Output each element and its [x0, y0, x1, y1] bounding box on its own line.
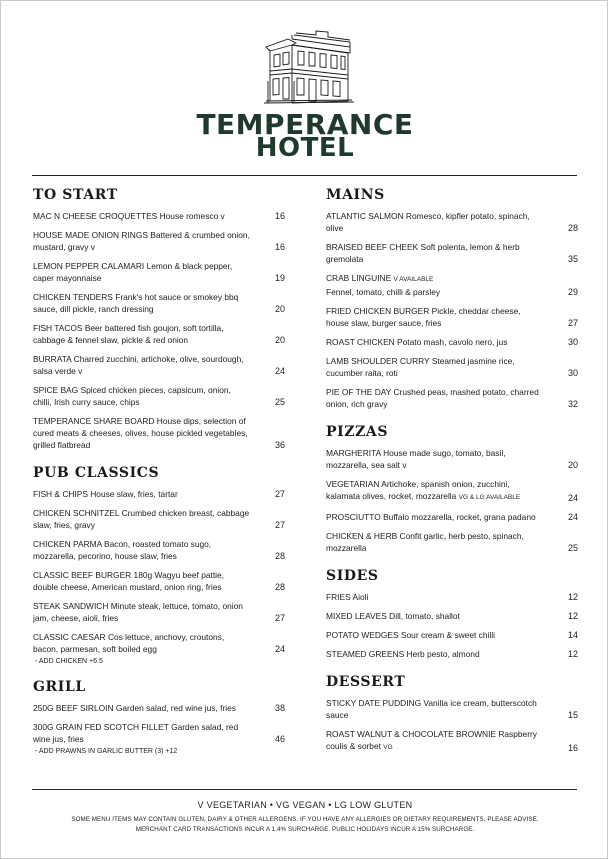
left-menu-column — [33, 187, 285, 769]
menu-section — [326, 568, 578, 660]
item-price: 30 — [567, 368, 578, 378]
section-title: SIDES — [326, 568, 379, 584]
item-name: ATLANTIC SALMON — [326, 211, 404, 221]
menu-item — [326, 355, 578, 379]
item-description: Herb pesto, almond — [406, 649, 480, 659]
item-description: Bacon, roasted tomato sugo, mozzarella, pecorino, house slaw, fries — [33, 539, 212, 561]
menu-item — [326, 697, 578, 721]
item-description: 180g Wagyu beef pattie, double cheese, American mustard, onion ring, fries — [33, 570, 225, 592]
menu-item — [326, 530, 578, 554]
item-description: Crushed peas, mashed potato, charred onion, rich gravy — [326, 387, 539, 409]
item-price: 32 — [567, 399, 578, 409]
top-divider — [32, 175, 577, 176]
menu-item — [326, 272, 578, 298]
item-price: 25 — [567, 543, 578, 553]
menu-item — [326, 591, 578, 603]
menu-item — [33, 488, 285, 500]
menu-item — [326, 305, 578, 329]
item-name: FISH & CHIPS — [33, 489, 88, 499]
menu-item — [326, 629, 578, 641]
item-price: 38 — [274, 703, 285, 713]
item-description: House dips, selection of cured meats & cheeses, olives, house pickled vegetables, grilled flatbread — [33, 416, 248, 450]
item-description: Pickle, cheddar cheese, house slaw, burger sauce, fries — [326, 306, 521, 328]
item-name: MIXED LEAVES — [326, 611, 387, 621]
item-name: STEAK SANDWICH — [33, 601, 109, 611]
item-name: PROSCIUTTO — [326, 512, 381, 522]
item-price: 27 — [567, 318, 578, 328]
item-name: CLASSIC CAESAR — [33, 632, 106, 642]
item-price: 14 — [567, 630, 578, 640]
section-title: TO START — [33, 187, 118, 203]
menu-item — [33, 569, 285, 593]
item-name: PIE OF THE DAY — [326, 387, 392, 397]
menu-item — [33, 702, 285, 714]
item-description: Beer battered fish goujon, soft tortilla, cabbage & fennel slaw, pickle & red onion — [33, 323, 224, 345]
section-title: PIZZAS — [326, 424, 389, 440]
item-price: 19 — [274, 273, 285, 283]
item-name: MARGHERITA — [326, 448, 381, 458]
item-price: 29 — [567, 287, 578, 297]
menu-item — [326, 336, 578, 348]
item-price: 24 — [274, 366, 285, 376]
menu-section — [33, 187, 285, 451]
item-name: FRIED CHICKEN BURGER — [326, 306, 430, 316]
item-description: Crumbed chicken breast, cabbage slaw, fries, gravy — [33, 508, 250, 530]
item-description: House made sugo, tomato, basil, mozzarella, sea salt v — [326, 448, 506, 470]
item-price: 24 — [567, 493, 578, 503]
item-name: TEMPERANCE SHARE BOARD — [33, 416, 155, 426]
item-description: Frank's hot sauce or smokey bbq sauce, dill pickle, ranch dressing — [33, 292, 239, 314]
item-name: ROAST CHICKEN — [326, 337, 395, 347]
section-title: GRILL — [33, 679, 86, 695]
item-price: 24 — [274, 644, 285, 654]
hotel-building-logo — [256, 23, 356, 105]
item-name: STEAMED GREENS — [326, 649, 405, 659]
menu-item — [33, 210, 285, 222]
item-description: Minute steak, lettuce, tomato, onion jam, cheese, aioli, fries — [33, 601, 243, 623]
item-description: Lemon & black pepper, caper mayonnaise — [33, 261, 233, 283]
menu-item — [33, 260, 285, 284]
item-price: 12 — [567, 592, 578, 602]
brand-name-line-1: TEMPERANCE — [196, 108, 414, 141]
item-description: Artichoke, spanish onion, zucchini, kalamata olives, rocket, mozzarella — [326, 479, 510, 501]
item-description: Garden salad, red wine jus, fries — [33, 722, 239, 744]
menu-item — [326, 648, 578, 660]
section-addon: - ADD CHICKEN +6.5 — [35, 658, 103, 665]
item-description: Buffalo mozzarella, rocket, grana padano — [383, 512, 536, 522]
item-name: LEMON PEPPER CALAMARI — [33, 261, 145, 271]
menu-item — [326, 447, 578, 471]
item-name: FRIES — [326, 592, 351, 602]
item-price: 20 — [274, 304, 285, 314]
item-name: BURRATA — [33, 354, 72, 364]
menu-item — [33, 721, 285, 745]
item-description: Soft polenta, lemon & herb gremolata — [326, 242, 520, 264]
menu-item — [326, 210, 578, 234]
item-price: 20 — [567, 460, 578, 470]
item-price: 16 — [274, 211, 285, 221]
item-description: House slaw, fries, tartar — [90, 489, 178, 499]
menu-item — [33, 322, 285, 346]
item-price: 46 — [274, 734, 285, 744]
item-dietary-tag: VG & LG AVAILABLE — [458, 494, 521, 501]
item-description: Confit garlic, herb pesto, spinach, mozzarella — [326, 531, 524, 553]
menu-item — [33, 229, 285, 253]
item-price: 28 — [274, 582, 285, 592]
item-price: 30 — [567, 337, 578, 347]
surcharge-notice: MERCHANT CARD TRANSACTIONS INCUR A 1.4% SURCHARGE. PUBLIC HOLIDAYS INCUR A 15% SURCHARGE. — [135, 826, 475, 833]
item-description: House romesco v — [159, 211, 225, 221]
menu-section — [326, 674, 578, 754]
item-description: Dill, tomato, shallot — [389, 611, 460, 621]
section-title: MAINS — [326, 187, 385, 203]
item-price: 15 — [567, 710, 578, 720]
menu-section — [326, 187, 578, 410]
item-price: 16 — [567, 743, 578, 753]
item-description: Charred zucchini, artichoke, olive, sourdough, salsa verde v — [33, 354, 244, 376]
item-description: Cos lettuce, anchovy, croutons, bacon, parmesan, soft boiled egg — [33, 632, 225, 654]
menu-item — [326, 511, 578, 523]
menu-item — [326, 728, 578, 754]
item-description: Sour cream & sweet chilli — [400, 630, 495, 640]
item-price: 36 — [274, 440, 285, 450]
item-price: 24 — [567, 512, 578, 522]
item-price: 27 — [274, 613, 285, 623]
item-price: 28 — [274, 551, 285, 561]
item-name: CHICKEN & HERB — [326, 531, 398, 541]
item-price: 27 — [274, 489, 285, 499]
section-addon: - ADD PRAWNS IN GARLIC BUTTER (3) +12 — [35, 748, 178, 755]
item-price: 35 — [567, 254, 578, 264]
item-name: POTATO WEDGES — [326, 630, 399, 640]
menu-item — [33, 631, 285, 655]
menu-item — [33, 415, 285, 451]
item-name: CLASSIC BEEF BURGER — [33, 570, 132, 580]
item-price: 12 — [567, 611, 578, 621]
item-description: Garden salad, red wine jus, fries — [115, 703, 236, 713]
item-name: SPICE BAG — [33, 385, 79, 395]
item-price: 28 — [567, 223, 578, 233]
brand-name-line-2: HOTEL — [255, 133, 355, 163]
menu-item — [326, 478, 578, 504]
item-name: STICKY DATE PUDDING — [326, 698, 422, 708]
menu-item — [33, 353, 285, 377]
menu-item — [33, 600, 285, 624]
item-name: CRAB LINGUINE — [326, 273, 392, 283]
item-description: Vanilla ice cream, butterscotch sauce — [326, 698, 537, 720]
item-name: FISH TACOS — [33, 323, 83, 333]
item-price: 12 — [567, 649, 578, 659]
item-name: CHICKEN PARMA — [33, 539, 102, 549]
item-name: LAMB SHOULDER CURRY — [326, 356, 430, 366]
item-description: Potato mash, cavolo nero, jus — [397, 337, 508, 347]
item-description: Battered & crumbed onion, mustard, gravy v — [33, 230, 250, 252]
right-menu-column — [326, 187, 578, 768]
item-description: Raspberry coulis & sorbet — [326, 729, 537, 751]
item-price: 25 — [274, 397, 285, 407]
item-name: CHICKEN SCHNITZEL — [33, 508, 120, 518]
menu-item — [33, 291, 285, 315]
item-dietary-tag: VG — [383, 744, 393, 751]
item-name: VEGETARIAN — [326, 479, 380, 489]
item-name: HOUSE MADE ONION RINGS — [33, 230, 148, 240]
item-description: Steamed jasmine rice, cucumber raita, roti — [326, 356, 515, 378]
item-name: ROAST WALNUT & CHOCOLATE BROWNIE — [326, 729, 497, 739]
item-description: Aioli — [352, 592, 369, 602]
item-price: 16 — [274, 242, 285, 252]
menu-section — [33, 679, 285, 755]
menu-item — [326, 610, 578, 622]
item-description: Fennel, tomato, chilli & parsley — [326, 287, 441, 297]
bottom-divider — [32, 789, 577, 790]
menu-item — [33, 538, 285, 562]
item-name: BRAISED BEEF CHEEK — [326, 242, 419, 252]
item-price: 27 — [274, 520, 285, 530]
item-name: 300G GRAIN FED SCOTCH FILLET — [33, 722, 169, 732]
section-title: PUB CLASSICS — [33, 465, 160, 481]
item-name: 250G BEEF SIRLOIN — [33, 703, 114, 713]
menu-section — [326, 424, 578, 554]
item-name: MAC N CHEESE CROQUETTES — [33, 211, 158, 221]
menu-item — [33, 384, 285, 408]
item-price: 20 — [274, 335, 285, 345]
dietary-legend: V VEGETARIAN • VG VEGAN • LG LOW GLUTEN — [197, 800, 413, 810]
section-title: DESSERT — [326, 674, 406, 690]
item-dietary-tag: V AVAILABLE — [393, 276, 434, 283]
menu-item — [33, 507, 285, 531]
item-description: Spiced chicken pieces, capsicum, onion, chilli, Irish curry sauce, chips — [33, 385, 231, 407]
menu-item — [326, 386, 578, 410]
item-description: Romesco, kipfler potato, spinach, olive — [326, 211, 530, 233]
allergen-notice: SOME MENU ITEMS MAY CONTAIN GLUTEN, DAIRY & OTHER ALLERGENS. IF YOU HAVE ANY ALLERGIES OR DIETARY REQUIREMENTS, PLEASE ADVISE. — [71, 816, 539, 823]
menu-section — [33, 465, 285, 665]
menu-item — [326, 241, 578, 265]
item-name: CHICKEN TENDERS — [33, 292, 113, 302]
